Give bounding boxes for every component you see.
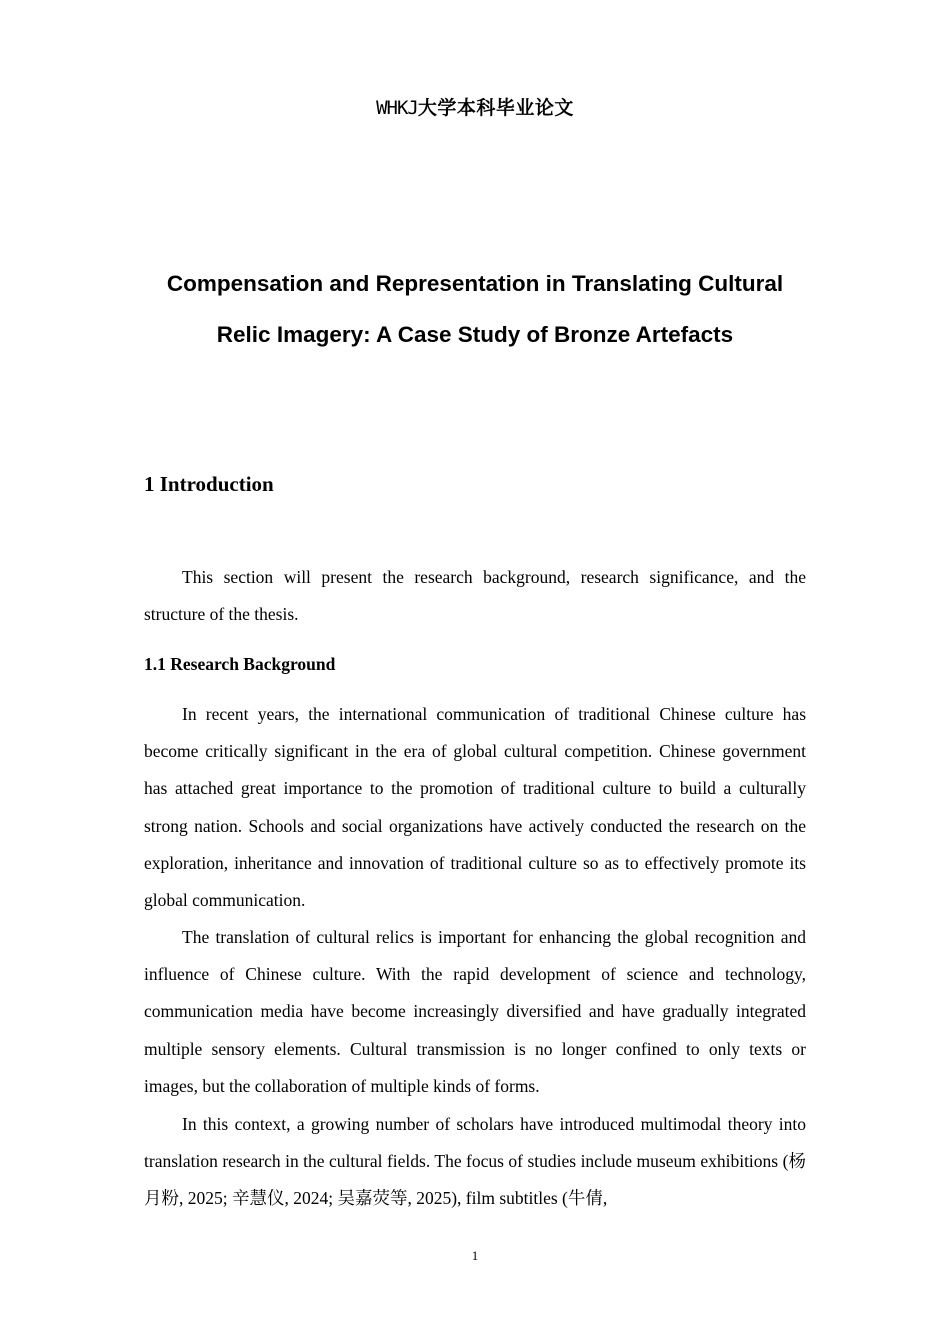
running-header: [0, 94, 950, 122]
body-paragraph: [144, 919, 806, 1105]
body-paragraph-text: In this context, a growing number of scholars have introduced multimodal theory into translation research in the cultural fields. The focus of studies include museum exhibitions (杨月粉, 2025; 辛慧仪, 2024; 吴嘉荧等, 2025), film subtitles (牛倩,: [144, 1114, 806, 1209]
body-paragraph-text: The translation of cultural relics is important for enhancing the global recognition and influence of Chinese culture. With the rapid development of science and technology, communication media have become increasingly diversified and have gradually integrated multiple sensory elements. Cultural transmission is no longer confined to only texts or images, but the collaboration of multiple kinds of forms.: [144, 927, 806, 1096]
thesis-title: [120, 258, 830, 360]
running-header-cjk: 大学本科毕业论文: [417, 97, 574, 119]
section-heading: 1 Introduction: [144, 472, 274, 496]
body-paragraph: [144, 1106, 806, 1218]
section-intro-paragraph: [144, 559, 806, 633]
running-header-latin: WHKJ: [376, 97, 418, 119]
body-paragraph-text: In recent years, the international communication of traditional Chinese culture has become critically significant in the era of global cultural competition. Chinese government has attached great importance to the promotion of traditional culture to build a culturally strong nation. Schools and social organizations have actively conducted the research on the exploration, inheritance and innovation of traditional culture so as to effectively promote its global communication.: [144, 704, 806, 911]
page-number: 1: [471, 1248, 479, 1263]
thesis-title-line-1: Compensation and Representation in Translating Cultural: [166, 271, 784, 296]
body-paragraph: [144, 696, 806, 919]
subsection-heading: 1.1 Research Background: [144, 654, 336, 674]
thesis-title-line-2: Relic Imagery: A Case Study of Bronze Artefacts: [216, 322, 734, 347]
section-intro-text: This section will present the research background, research significance, and the structure of the thesis.: [144, 567, 806, 625]
